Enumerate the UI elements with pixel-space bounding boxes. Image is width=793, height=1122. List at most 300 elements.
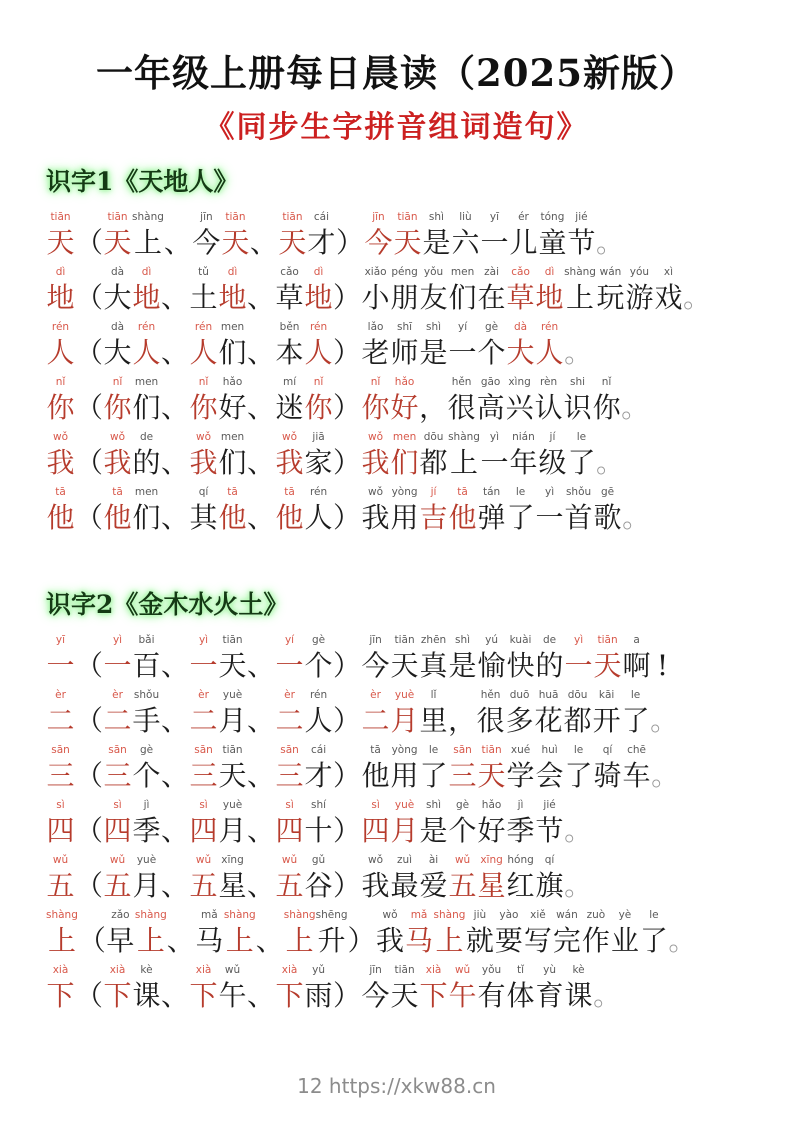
pinyin-label: hǎo (394, 376, 415, 388)
syllable-unit (622, 633, 651, 683)
hanzi-char: （ (75, 501, 104, 534)
pinyin-label: le (515, 486, 526, 498)
syllable-unit (494, 908, 523, 958)
syllable-unit (316, 908, 348, 958)
pinyin-label: yuè (222, 799, 243, 811)
syllable-unit (448, 743, 477, 793)
syllable-unit (275, 430, 304, 480)
punctuation-unit (256, 908, 284, 958)
pinyin-label: zhēn (420, 634, 447, 646)
syllable-unit (218, 688, 247, 738)
syllable-unit (592, 375, 621, 425)
syllable-unit (304, 633, 333, 683)
hanzi-char: 你 (46, 391, 75, 424)
syllable-unit (46, 633, 75, 683)
hanzi-char: 、 (161, 391, 190, 424)
punctuation-unit (75, 265, 103, 315)
reading-line (46, 796, 779, 848)
hanzi-char: 三 (103, 759, 132, 792)
pinyin-label: de (139, 431, 154, 443)
punctuation-unit (167, 908, 195, 958)
pinyin-label: tā (370, 744, 381, 756)
hanzi-char: 了 (639, 924, 668, 957)
hanzi-char: 育 (535, 979, 564, 1012)
syllable-unit (393, 210, 422, 260)
hanzi-char: 他 (361, 759, 390, 792)
punctuation-unit (650, 688, 678, 738)
pinyin-label: yí (457, 321, 468, 333)
pinyin-label: chē (627, 744, 646, 756)
pinyin-label: tā (227, 486, 238, 498)
hanzi-char: 一 (448, 336, 477, 369)
hanzi-char: 爱 (419, 869, 448, 902)
syllable-unit (477, 963, 506, 1013)
hanzi-char: 小 (361, 281, 390, 314)
pinyin-label: yì (489, 431, 500, 443)
syllable-unit (477, 743, 506, 793)
pinyin-label: wán (599, 266, 622, 278)
hanzi-char: 花 (534, 704, 563, 737)
pinyin-label: de (543, 634, 557, 646)
pinyin-label: tā (112, 486, 123, 498)
pinyin-label: tǔ (198, 266, 209, 278)
syllable-unit (448, 963, 477, 1013)
syllable-unit (506, 853, 535, 903)
pinyin-label: xiě (530, 909, 546, 921)
hanzi-char: 们 (448, 281, 477, 314)
pinyin-label: tiān (50, 211, 71, 223)
syllable-unit (419, 633, 448, 683)
pinyin-label: wǒ (282, 431, 298, 443)
hanzi-char: 里 (419, 704, 448, 737)
syllable-unit (419, 265, 448, 315)
reading-line (46, 373, 779, 425)
hanzi-char: 了 (419, 759, 448, 792)
pinyin-label: zǎo (111, 909, 130, 921)
pinyin-label: jīn (369, 634, 382, 646)
hanzi-char: 用 (390, 501, 419, 534)
pinyin-label: nǐ (601, 376, 612, 388)
punctuation-unit (333, 430, 361, 480)
pinyin-label: nǐ (112, 376, 123, 388)
pinyin-label: tā (284, 486, 295, 498)
hanzi-char: 人 (304, 336, 333, 369)
pinyin-label: wǔ (52, 854, 69, 866)
hanzi-char: ） (333, 281, 362, 314)
hanzi-char: 、 (161, 814, 190, 847)
syllable-unit (534, 688, 563, 738)
pinyin-label: shì (426, 799, 442, 811)
punctuation-unit (75, 320, 103, 370)
pinyin-label: shēng (315, 909, 348, 921)
syllable-unit (506, 633, 535, 683)
hanzi-char: 节 (535, 814, 564, 847)
hanzi-char: 真 (419, 649, 448, 682)
pinyin-label: men (220, 431, 245, 443)
syllable-unit (419, 430, 448, 480)
pinyin-label: qí (602, 744, 613, 756)
pinyin-label: le (573, 744, 584, 756)
hanzi-char: ， (448, 704, 477, 737)
syllable-unit (304, 798, 333, 848)
pinyin-label: gè (311, 634, 326, 646)
hanzi-char: ） (333, 501, 362, 534)
pinyin-label: xià (281, 964, 298, 976)
punctuation-unit (348, 908, 376, 958)
pinyin-label: rén (540, 321, 559, 333)
syllable-unit (567, 210, 596, 260)
hanzi-char: 他 (103, 501, 132, 534)
punctuation-unit (683, 265, 711, 315)
hanzi-char: 首 (564, 501, 593, 534)
hanzi-char: ） (333, 336, 362, 369)
pinyin-label: ér (518, 211, 529, 223)
hanzi-char: 你 (592, 391, 621, 424)
syllable-unit (534, 375, 563, 425)
syllable-unit (189, 798, 218, 848)
hanzi-char: 完 (552, 924, 581, 957)
pinyin-label: xià (425, 964, 442, 976)
hanzi-char: 朋 (390, 281, 419, 314)
reading-line (46, 741, 779, 793)
hanzi-char: 是 (448, 649, 477, 682)
hanzi-char: 大 (103, 336, 132, 369)
reading-line (46, 318, 779, 370)
hanzi-char: 天 (390, 979, 419, 1012)
hanzi-char: 月 (218, 704, 247, 737)
hanzi-char: 天 (218, 759, 247, 792)
hanzi-char: 人 (535, 336, 564, 369)
pinyin-label: yóu (629, 266, 650, 278)
pinyin-label: wǒ (382, 909, 398, 921)
hanzi-char: 今 (364, 226, 393, 259)
pinyin-label: ài (428, 854, 439, 866)
pinyin-label: wǔ (454, 854, 471, 866)
syllable-unit (275, 265, 304, 315)
syllable-unit (477, 633, 506, 683)
pinyin-label: shàng (132, 211, 164, 223)
syllable-unit (535, 320, 564, 370)
syllable-unit (361, 963, 390, 1013)
syllable-unit (563, 688, 592, 738)
pinyin-label: wǔ (109, 854, 126, 866)
syllable-unit (218, 963, 247, 1013)
pinyin-label: tiān (222, 744, 243, 756)
hanzi-char: 、 (247, 869, 276, 902)
hanzi-char: 马 (405, 924, 434, 957)
punctuation-unit (333, 743, 361, 793)
pinyin-label: yì (112, 634, 123, 646)
syllable-unit (567, 430, 596, 480)
reading-line (46, 906, 779, 958)
pinyin-label: dì (227, 266, 238, 278)
hanzi-char: 我 (361, 446, 390, 479)
syllable-unit (304, 375, 333, 425)
hanzi-char: 、 (247, 336, 276, 369)
hanzi-char: 上 (47, 924, 76, 957)
syllable-unit (564, 743, 593, 793)
hanzi-char: 、 (161, 649, 190, 682)
syllable-unit (132, 963, 161, 1013)
syllable-unit (103, 633, 132, 683)
hanzi-char: ） (347, 924, 376, 957)
hanzi-char: 星 (218, 869, 247, 902)
syllable-unit (304, 320, 333, 370)
syllable-unit (448, 633, 477, 683)
syllable-unit (361, 853, 390, 903)
syllable-unit (390, 688, 419, 738)
hanzi-char: 我 (275, 446, 304, 479)
pinyin-label: rén (194, 321, 213, 333)
syllable-unit (103, 320, 132, 370)
pinyin-label: jiā (312, 431, 325, 443)
pinyin-label: jí (549, 431, 556, 443)
hanzi-char: 了 (564, 759, 593, 792)
syllable-unit (218, 485, 247, 535)
hanzi-char: 们 (132, 501, 161, 534)
pinyin-label: sān (280, 744, 299, 756)
hanzi-char: 游 (625, 281, 654, 314)
pinyin-label: yòng (391, 486, 418, 498)
hanzi-char: 。 (650, 704, 679, 737)
hanzi-char: （ (75, 649, 104, 682)
pinyin-label: mí (282, 376, 297, 388)
pinyin-label: yǒu (481, 964, 502, 976)
syllable-unit (189, 320, 218, 370)
punctuation-unit (333, 375, 361, 425)
hanzi-char: （ (75, 869, 104, 902)
hanzi-char: 一 (189, 649, 218, 682)
hanzi-char: 、 (161, 446, 190, 479)
syllable-unit (103, 375, 132, 425)
hanzi-char: 体 (506, 979, 535, 1012)
syllable-unit (476, 375, 505, 425)
hanzi-char: 、 (161, 759, 190, 792)
syllable-unit (275, 320, 304, 370)
syllable-unit (364, 210, 393, 260)
pinyin-label: sān (453, 744, 472, 756)
pinyin-label: zuò (586, 909, 606, 921)
syllable-unit (506, 743, 535, 793)
pinyin-label: péng (391, 266, 418, 278)
hanzi-char: 、 (247, 391, 276, 424)
hanzi-char: 二 (103, 704, 132, 737)
pinyin-label: yì (544, 486, 555, 498)
punctuation-unit (593, 963, 621, 1013)
hanzi-char: 下 (103, 979, 132, 1012)
hanzi-char: 。 (651, 759, 680, 792)
syllable-unit (132, 485, 161, 535)
pinyin-label: yòng (391, 744, 418, 756)
pinyin-label: cái (313, 211, 329, 223)
syllable-unit (103, 430, 132, 480)
hanzi-char: （ (75, 979, 104, 1012)
hanzi-char: 玩 (596, 281, 625, 314)
syllable-unit (361, 430, 390, 480)
syllable-unit (192, 210, 221, 260)
syllable-unit (593, 633, 622, 683)
hanzi-char: 愉 (477, 649, 506, 682)
syllable-unit (405, 908, 434, 958)
punctuation-unit (75, 798, 103, 848)
pinyin-label: kè (572, 964, 585, 976)
hanzi-char: 三 (448, 759, 477, 792)
punctuation-unit (161, 743, 189, 793)
pinyin-label: mǎ (200, 909, 218, 921)
pinyin-label: yì (573, 634, 584, 646)
hanzi-char: 、 (247, 446, 276, 479)
hanzi-char: 四 (46, 814, 75, 847)
reading-line (46, 961, 779, 1013)
syllable-unit (592, 688, 621, 738)
punctuation-unit (333, 963, 361, 1013)
hanzi-char: 天 (390, 649, 419, 682)
syllable-unit (448, 798, 477, 848)
hanzi-char: 上 (136, 924, 165, 957)
hanzi-char: 月 (390, 814, 419, 847)
syllable-unit (552, 908, 581, 958)
page-footer: 12 https://xkw88.cn (297, 1074, 496, 1098)
hanzi-char: ， (419, 391, 448, 424)
hanzi-char: 们 (390, 446, 419, 479)
hanzi-char: 马 (195, 924, 224, 957)
hanzi-char: 老 (361, 336, 390, 369)
pinyin-label: men (392, 431, 417, 443)
hanzi-char: ） (333, 814, 362, 847)
pinyin-label: rèn (539, 376, 558, 388)
syllable-unit (218, 265, 247, 315)
hanzi-char: 下 (46, 979, 75, 1012)
pinyin-label: yì (198, 634, 209, 646)
syllable-unit (509, 210, 538, 260)
pinyin-label: shàng (46, 909, 78, 921)
hanzi-char: 手 (132, 704, 161, 737)
hanzi-char: 的 (535, 649, 564, 682)
hanzi-char: （ (77, 924, 106, 957)
hanzi-char: 了 (506, 501, 535, 534)
hanzi-char: 是 (419, 814, 448, 847)
pinyin-label: tǐ (517, 964, 525, 976)
pinyin-label: xué (510, 744, 531, 756)
hanzi-char: 季 (506, 814, 535, 847)
punctuation-unit (247, 688, 275, 738)
syllable-unit (46, 963, 75, 1013)
hanzi-char: 季 (132, 814, 161, 847)
syllable-unit (103, 743, 132, 793)
pinyin-label: shàng (223, 909, 256, 921)
hanzi-char: 二 (46, 704, 75, 737)
pinyin-label: dì (544, 266, 555, 278)
pinyin-label: yú (485, 634, 498, 646)
syllable-unit (610, 908, 639, 958)
hanzi-char: 、 (161, 869, 190, 902)
pinyin-label: hǎo (481, 799, 502, 811)
hanzi-char: 。 (564, 869, 593, 902)
hanzi-char: 天 (278, 226, 307, 259)
hanzi-char: 一 (564, 649, 593, 682)
syllable-unit (189, 743, 218, 793)
hanzi-char: 、 (247, 759, 276, 792)
hanzi-char: 。 (668, 924, 697, 957)
punctuation-unit (247, 853, 275, 903)
hanzi-char: 十 (304, 814, 333, 847)
hanzi-char: 大 (506, 336, 535, 369)
syllable-unit (538, 430, 567, 480)
syllable-unit (132, 375, 161, 425)
punctuation-unit (622, 485, 650, 535)
pinyin-label: rén (51, 321, 70, 333)
pinyin-label: jīn (369, 964, 382, 976)
punctuation-unit (161, 853, 189, 903)
hanzi-char: 百 (132, 649, 161, 682)
pinyin-label: dì (55, 266, 66, 278)
pinyin-label: qí (198, 486, 209, 498)
pinyin-label: men (220, 321, 245, 333)
pinyin-label: tiān (282, 211, 303, 223)
hanzi-char: 、 (247, 979, 276, 1012)
pinyin-label: sān (194, 744, 213, 756)
hanzi-char: 学 (506, 759, 535, 792)
punctuation-unit (161, 798, 189, 848)
pinyin-label: zài (484, 266, 499, 278)
pinyin-label: zuì (397, 854, 413, 866)
syllable-unit (506, 265, 535, 315)
hanzi-char: （ (75, 446, 104, 479)
pinyin-label: wǒ (196, 431, 212, 443)
hanzi-char: 儿 (509, 226, 538, 259)
hanzi-char: 好 (477, 814, 506, 847)
pinyin-label: sì (113, 799, 122, 811)
syllable-unit (218, 633, 247, 683)
hanzi-char: 多 (505, 704, 534, 737)
syllable-unit (390, 798, 419, 848)
syllable-unit (189, 688, 218, 738)
hanzi-char: 家 (304, 446, 333, 479)
syllable-unit (132, 265, 161, 315)
pinyin-label: kuài (509, 634, 532, 646)
punctuation-unit (75, 633, 103, 683)
hanzi-char: 一 (480, 226, 509, 259)
hanzi-char: 人 (46, 336, 75, 369)
syllable-unit (135, 908, 167, 958)
hanzi-char: 一 (103, 649, 132, 682)
hanzi-char: 都 (563, 704, 592, 737)
syllable-unit (535, 743, 564, 793)
pinyin-label: rén (309, 321, 328, 333)
punctuation-unit (333, 688, 361, 738)
syllable-unit (195, 908, 224, 958)
hanzi-char: 快 (506, 649, 535, 682)
syllable-unit (304, 485, 333, 535)
pinyin-label: rén (309, 689, 328, 701)
hanzi-char: 的 (132, 446, 161, 479)
reading-line (46, 208, 779, 260)
hanzi-char: 地 (132, 281, 161, 314)
hanzi-char: 、 (247, 814, 276, 847)
hanzi-char: ） (333, 391, 362, 424)
hanzi-char: 我 (46, 446, 75, 479)
pinyin-label: xià (109, 964, 126, 976)
hanzi-char: 才 (307, 226, 336, 259)
syllable-unit (275, 853, 304, 903)
hanzi-char: 个 (448, 814, 477, 847)
hanzi-char: 他 (46, 501, 75, 534)
pinyin-label: men (450, 266, 475, 278)
hanzi-char: 课 (564, 979, 593, 1012)
hanzi-char: 你 (103, 391, 132, 424)
hanzi-char: 节 (567, 226, 596, 259)
reading-line (46, 851, 779, 903)
